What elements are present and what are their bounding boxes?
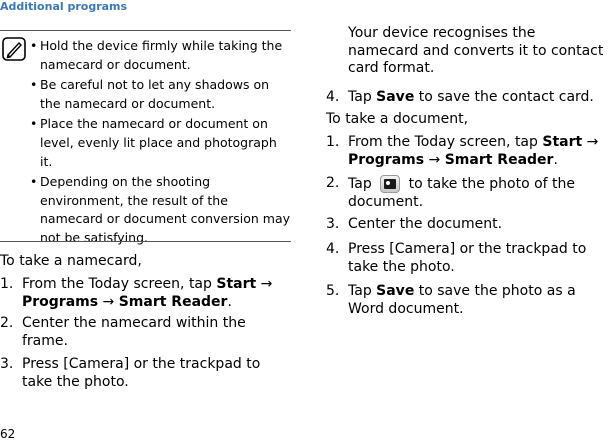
note-bottom-rule (0, 241, 291, 242)
namecard-intro: To take a namecard, (0, 253, 142, 269)
note-pencil-icon (2, 37, 26, 61)
camera-card-icon (380, 175, 400, 193)
page-number: 62 (0, 427, 16, 441)
note-top-rule (0, 30, 291, 31)
note-item: • Hold the device firmly while taking the namecard or document. (30, 38, 283, 72)
note-item: • Be careful not to let any shadows on the namecard or document. (30, 77, 270, 111)
section-title: Additional programs (0, 0, 128, 13)
namecard-continued: Your device recognises the namecard and converts it to contact card format. (348, 25, 604, 76)
note-item: • Depending on the shooting environment, the result of the namecard or document conversion may not be satisfying. (30, 174, 291, 245)
document-intro: To take a document, (326, 111, 469, 127)
note-item: • Place the namecard or document on level, evenly lit place and photograph it. (30, 116, 277, 169)
note-list (30, 37, 292, 250)
